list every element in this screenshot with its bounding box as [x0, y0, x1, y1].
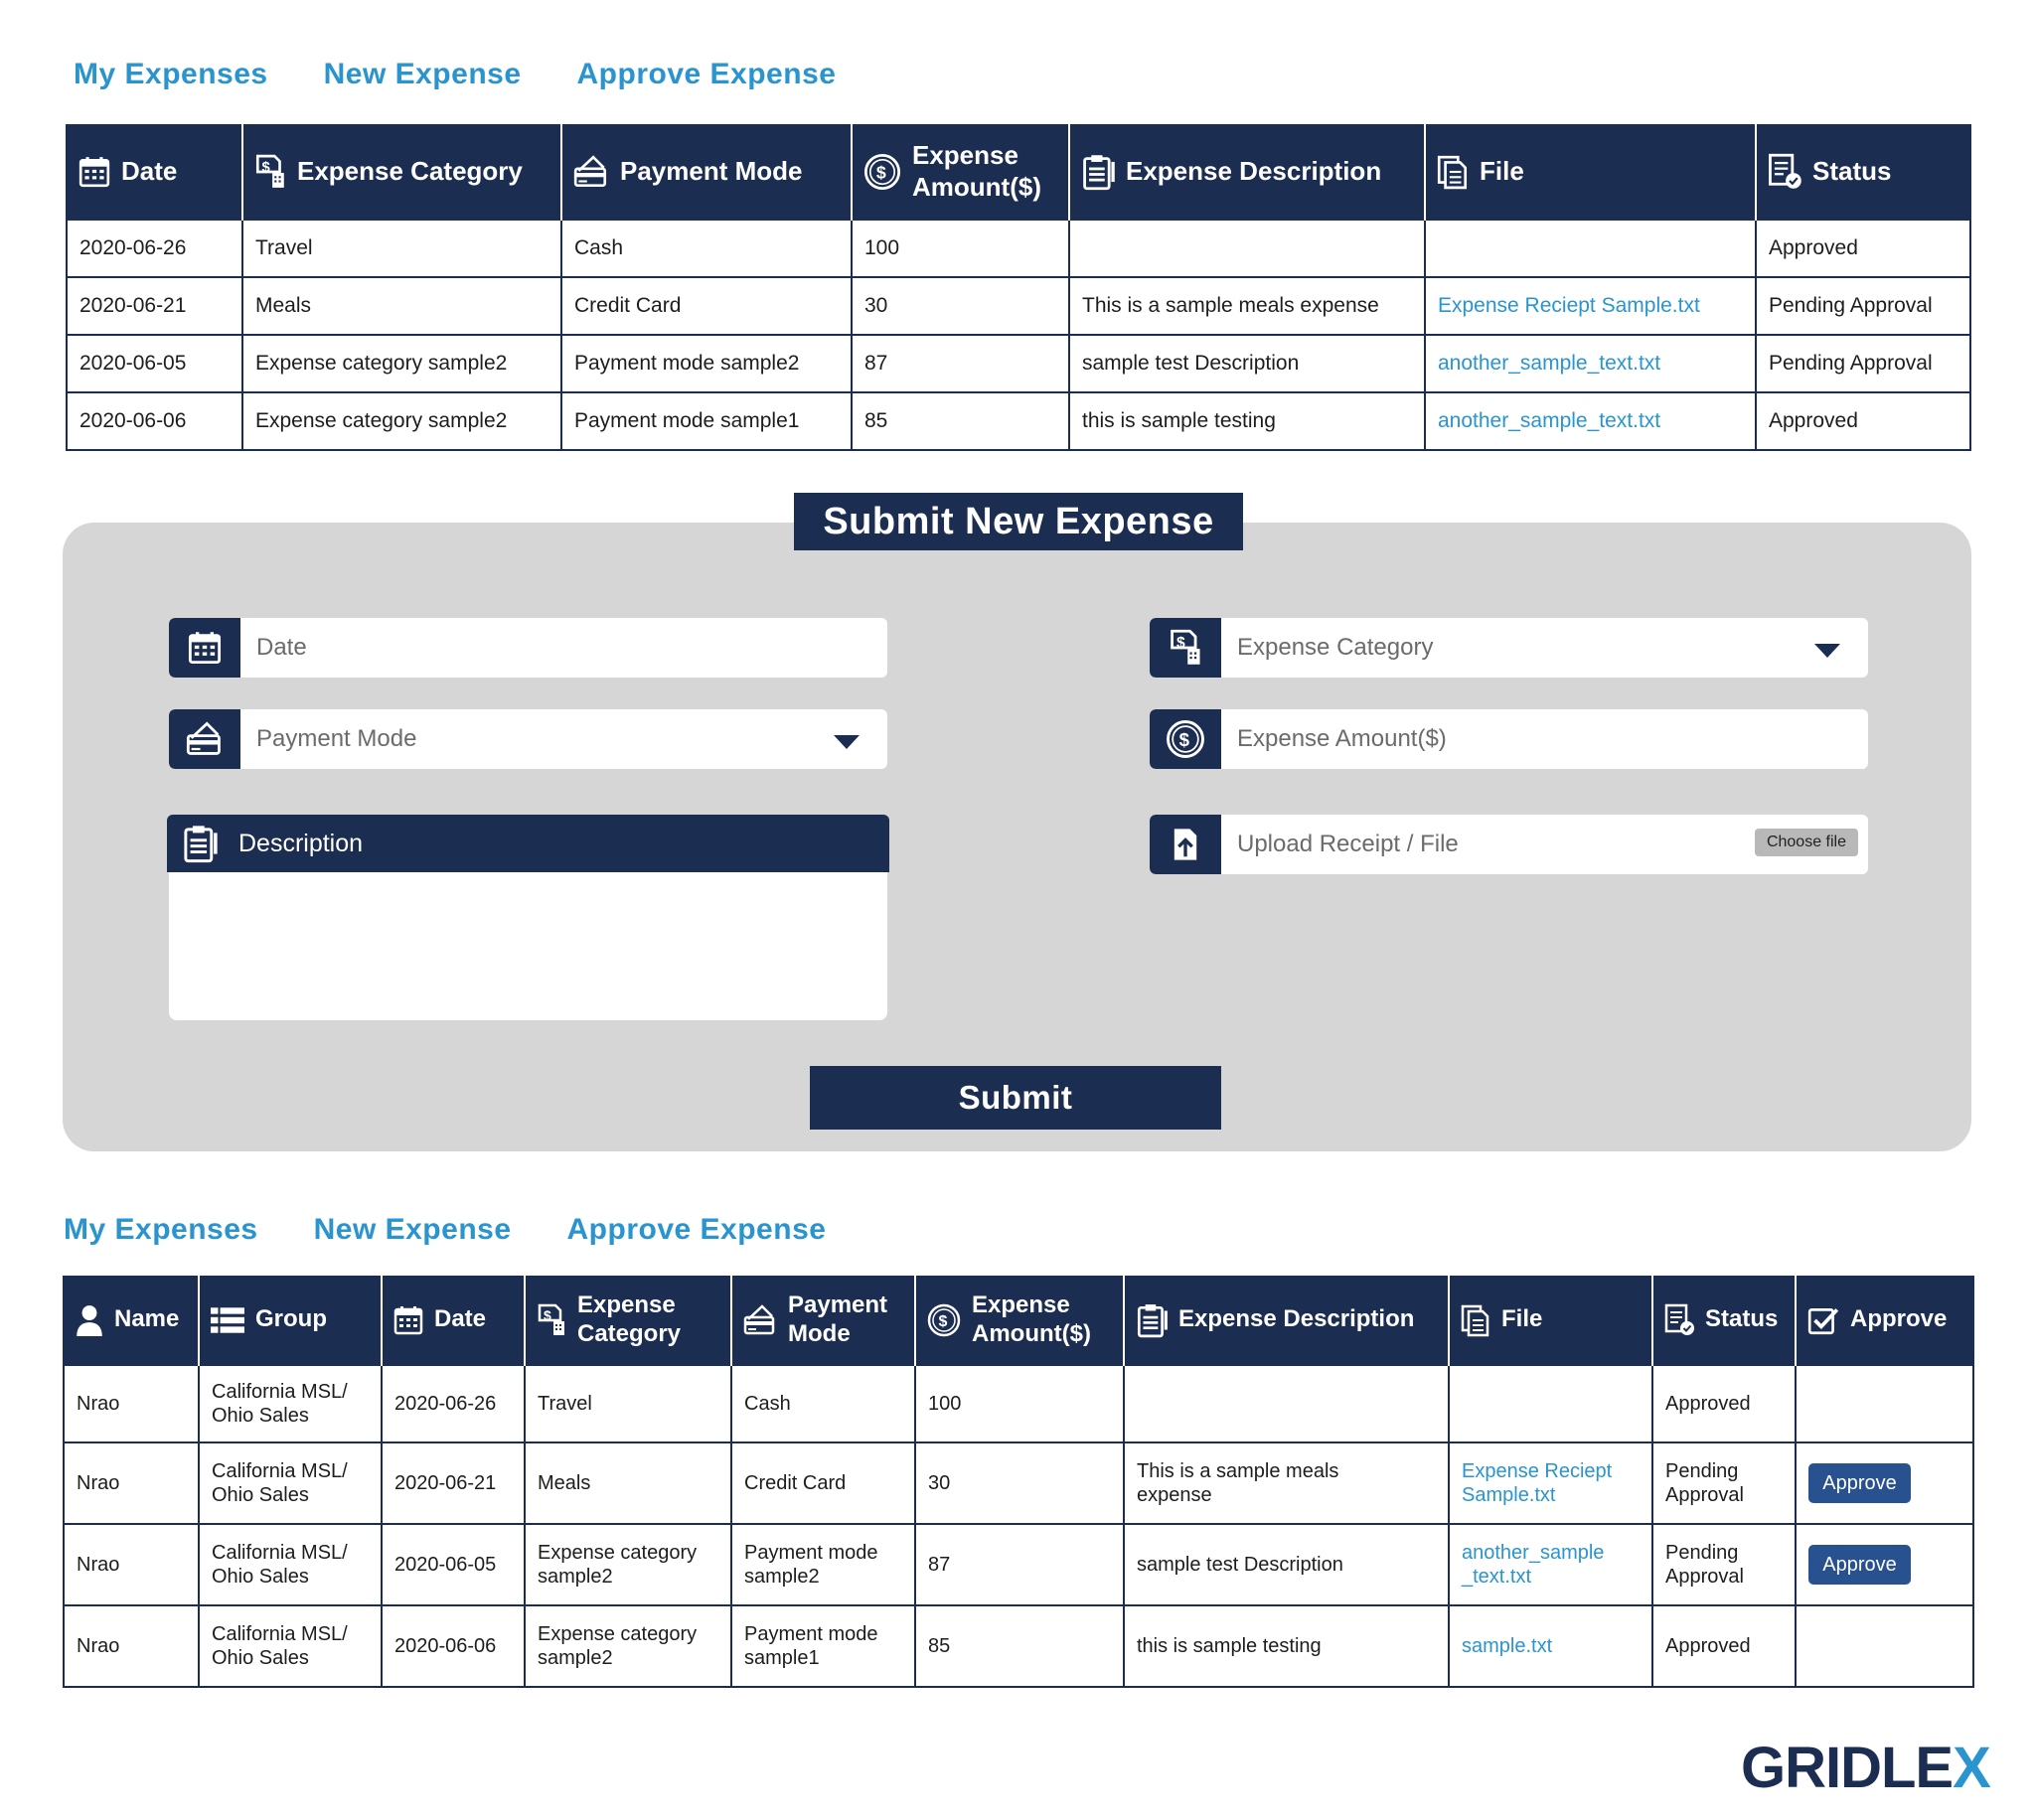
cell-status: Approved	[1652, 1365, 1796, 1442]
cell-amount: 87	[852, 335, 1069, 392]
upload-label: Upload Receipt / File	[1237, 831, 1459, 857]
svg-text:$: $	[1178, 729, 1189, 750]
cell-payment: Payment mode sample1	[731, 1605, 915, 1687]
calendar-icon	[187, 630, 223, 666]
cell-category: Expense category sample2	[242, 335, 561, 392]
cell-approve	[1796, 1365, 1973, 1442]
cell-payment: Cash	[561, 220, 852, 277]
col-file-label: File	[1501, 1305, 1543, 1333]
cell-file	[1449, 1442, 1652, 1524]
col-description[interactable]	[1124, 1276, 1449, 1365]
col-payment[interactable]	[561, 124, 852, 220]
col-amount[interactable]	[852, 124, 1069, 220]
dollar-circle-icon	[862, 152, 902, 192]
col-date-label: Date	[121, 155, 178, 186]
form-title: Submit New Expense	[794, 493, 1243, 550]
upload-icon	[1169, 826, 1202, 863]
col-amount[interactable]	[915, 1276, 1124, 1365]
cell-description	[1124, 1365, 1449, 1442]
cell-category: Travel	[242, 220, 561, 277]
cell-payment: Cash	[731, 1365, 915, 1442]
status-icon	[1767, 153, 1802, 191]
clipboard-icon	[181, 824, 219, 863]
cell-date: 2020-06-05	[67, 335, 242, 392]
col-date-label: Date	[434, 1305, 487, 1333]
col-payment-label: Payment Mode	[788, 1290, 888, 1347]
table-row[interactable]	[67, 277, 1970, 335]
cell-payment: Payment mode sample2	[561, 335, 852, 392]
choose-file-button[interactable]: Choose file	[1755, 829, 1858, 856]
svg-text:$: $	[938, 1312, 948, 1330]
cell-description: sample test Description	[1124, 1524, 1449, 1605]
status-icon	[1663, 1303, 1695, 1337]
cell-amount: 30	[915, 1442, 1124, 1524]
cell-category: Expense category sample2	[525, 1605, 731, 1687]
col-date[interactable]	[382, 1276, 525, 1365]
cell-date: 2020-06-06	[67, 392, 242, 450]
col-payment-label: Payment Mode	[620, 155, 803, 186]
cell-date: 2020-06-05	[382, 1524, 525, 1605]
col-group[interactable]	[199, 1276, 382, 1365]
nav-my-expenses[interactable]: My Expenses	[64, 1213, 258, 1246]
clipboard-icon	[1135, 1302, 1169, 1338]
cell-file	[1425, 277, 1756, 335]
table-row[interactable]	[64, 1442, 1973, 1524]
cell-amount: 87	[915, 1524, 1124, 1605]
cell-group: California MSL/ Ohio Sales	[199, 1605, 382, 1687]
cell-approve	[1796, 1524, 1973, 1605]
col-amount-label: Expense Amount($)	[912, 140, 1041, 202]
col-description[interactable]	[1069, 124, 1425, 220]
payment-mode-placeholder: Payment Mode	[256, 725, 417, 752]
dollar-circle-icon	[1165, 718, 1206, 760]
cell-status: Approved	[1652, 1605, 1796, 1687]
table-row[interactable]	[64, 1524, 1973, 1605]
col-date[interactable]	[67, 124, 242, 220]
bottom-nav	[64, 1213, 826, 1247]
col-category-label: Expense Category	[577, 1290, 682, 1347]
cell-status: Pending Approval	[1756, 277, 1970, 335]
approve-button[interactable]: Approve	[1808, 1463, 1911, 1503]
col-file-label: File	[1480, 155, 1524, 186]
nav-new-expense[interactable]: New Expense	[313, 1213, 512, 1246]
description-label: Description	[238, 829, 364, 857]
file-link[interactable]: another_sample_text.txt	[1438, 352, 1661, 375]
nav-approve-expense[interactable]: Approve Expense	[566, 1213, 827, 1246]
payment-card-icon	[185, 720, 225, 758]
col-status-label: Status	[1705, 1305, 1779, 1333]
cell-category: Expense category sample2	[525, 1524, 731, 1605]
cell-date: 2020-06-21	[382, 1442, 525, 1524]
table-row[interactable]	[64, 1605, 1973, 1687]
expense-amount-input[interactable]	[1237, 725, 1852, 753]
col-group-label: Group	[255, 1305, 327, 1333]
table-header-row	[67, 124, 1970, 220]
upload-file-field[interactable]	[1150, 815, 1868, 874]
nav-new-expense[interactable]: New Expense	[323, 58, 522, 90]
payment-card-icon	[742, 1303, 778, 1337]
svg-text:$: $	[544, 1306, 551, 1323]
col-category-label: Expense Category	[297, 155, 523, 186]
cell-file	[1449, 1365, 1652, 1442]
cell-status: Pending Approval	[1756, 335, 1970, 392]
table-row[interactable]	[67, 392, 1970, 450]
cell-name: Nrao	[64, 1442, 199, 1524]
col-name-label: Name	[114, 1305, 180, 1333]
cell-status: Approved	[1756, 392, 1970, 450]
col-category[interactable]	[242, 124, 561, 220]
cell-payment: Credit Card	[561, 277, 852, 335]
col-payment[interactable]	[731, 1276, 915, 1365]
approve-check-icon	[1806, 1304, 1840, 1336]
cell-file	[1425, 220, 1756, 277]
file-link[interactable]: another_sample _text.txt	[1462, 1542, 1605, 1588]
cell-date: 2020-06-26	[382, 1365, 525, 1442]
table-header-row	[64, 1276, 1973, 1365]
cell-file	[1425, 335, 1756, 392]
file-link[interactable]: Expense Reciept Sample.txt	[1438, 294, 1700, 317]
cell-date: 2020-06-26	[67, 220, 242, 277]
chevron-down-icon[interactable]	[1814, 644, 1840, 658]
cell-approve	[1796, 1442, 1973, 1524]
my-expenses-table	[66, 124, 1971, 451]
cell-date: 2020-06-06	[382, 1605, 525, 1687]
cell-category: Travel	[525, 1365, 731, 1442]
file-icon	[1436, 154, 1470, 190]
cell-group: California MSL/ Ohio Sales	[199, 1524, 382, 1605]
cell-amount: 100	[852, 220, 1069, 277]
approve-expenses-table	[63, 1276, 1974, 1688]
user-icon	[75, 1303, 104, 1337]
file-link[interactable]: Expense Reciept Sample.txt	[1462, 1460, 1613, 1506]
cell-description: This is a sample meals expense	[1069, 277, 1425, 335]
table-row[interactable]	[67, 220, 1970, 277]
chevron-down-icon[interactable]	[834, 735, 860, 749]
top-nav	[74, 58, 836, 91]
expense-amount-field[interactable]	[1150, 709, 1868, 769]
cell-group: California MSL/ Ohio Sales	[199, 1365, 382, 1442]
cell-category: Expense category sample2	[242, 392, 561, 450]
approve-button[interactable]: Approve	[1808, 1545, 1911, 1585]
calendar-icon	[78, 155, 111, 189]
svg-text:$: $	[261, 159, 270, 176]
cell-description: This is a sample meals expense	[1124, 1442, 1449, 1524]
nav-approve-expense[interactable]: Approve Expense	[576, 58, 837, 90]
file-link[interactable]: another_sample_text.txt	[1438, 409, 1661, 432]
col-status[interactable]	[1756, 124, 1970, 220]
cell-file	[1449, 1605, 1652, 1687]
cell-payment: Credit Card	[731, 1442, 915, 1524]
file-link[interactable]: sample.txt	[1462, 1635, 1553, 1657]
col-description-label: Expense Description	[1126, 155, 1382, 186]
cell-status: Pending Approval	[1652, 1442, 1796, 1524]
expense-category-icon	[1168, 629, 1203, 667]
dollar-circle-icon	[926, 1302, 962, 1338]
col-approve[interactable]	[1796, 1276, 1973, 1365]
table-row[interactable]	[64, 1365, 1973, 1442]
cell-amount: 85	[915, 1605, 1124, 1687]
cell-amount: 100	[915, 1365, 1124, 1442]
svg-text:$: $	[1176, 635, 1185, 652]
col-file[interactable]	[1425, 124, 1756, 220]
cell-group: California MSL/ Ohio Sales	[199, 1442, 382, 1524]
col-description-label: Expense Description	[1178, 1305, 1415, 1333]
description-textarea[interactable]	[169, 872, 887, 1020]
cell-description: sample test Description	[1069, 335, 1425, 392]
cell-payment: Payment mode sample2	[731, 1524, 915, 1605]
cell-payment: Payment mode sample1	[561, 392, 852, 450]
cell-approve	[1796, 1605, 1973, 1687]
description-header	[167, 815, 889, 872]
nav-my-expenses[interactable]: My Expenses	[74, 58, 268, 90]
expense-category-icon	[536, 1303, 567, 1337]
col-file[interactable]	[1449, 1276, 1652, 1365]
col-category[interactable]	[525, 1276, 731, 1365]
cell-file	[1449, 1524, 1652, 1605]
col-approve-label: Approve	[1850, 1305, 1948, 1333]
svg-text:$: $	[875, 162, 886, 183]
payment-mode-select[interactable]	[169, 709, 887, 769]
payment-card-icon	[572, 154, 610, 190]
cell-amount: 30	[852, 277, 1069, 335]
col-name[interactable]	[64, 1276, 199, 1365]
clipboard-icon	[1080, 153, 1116, 191]
file-icon	[1460, 1303, 1491, 1337]
cell-status: Approved	[1756, 220, 1970, 277]
cell-name: Nrao	[64, 1605, 199, 1687]
col-status[interactable]	[1652, 1276, 1796, 1365]
cell-status: Pending Approval	[1652, 1524, 1796, 1605]
date-input[interactable]	[256, 634, 871, 662]
table-row[interactable]	[67, 335, 1970, 392]
group-list-icon	[210, 1305, 245, 1335]
cell-category: Meals	[242, 277, 561, 335]
expense-category-icon	[253, 154, 287, 190]
cell-description: this is sample testing	[1124, 1605, 1449, 1687]
col-amount-label: Expense Amount($)	[972, 1290, 1091, 1347]
gridlex-logo: GRIDLEX	[1741, 1736, 1990, 1800]
cell-file	[1425, 392, 1756, 450]
calendar-icon	[392, 1304, 424, 1336]
col-status-label: Status	[1812, 155, 1892, 186]
cell-description	[1069, 220, 1425, 277]
cell-date: 2020-06-21	[67, 277, 242, 335]
cell-name: Nrao	[64, 1365, 199, 1442]
submit-button[interactable]: Submit	[810, 1066, 1221, 1130]
cell-amount: 85	[852, 392, 1069, 450]
cell-name: Nrao	[64, 1524, 199, 1605]
expense-category-select[interactable]	[1150, 618, 1868, 678]
date-field[interactable]	[169, 618, 887, 678]
cell-description: this is sample testing	[1069, 392, 1425, 450]
cell-category: Meals	[525, 1442, 731, 1524]
expense-category-placeholder: Expense Category	[1237, 634, 1434, 661]
